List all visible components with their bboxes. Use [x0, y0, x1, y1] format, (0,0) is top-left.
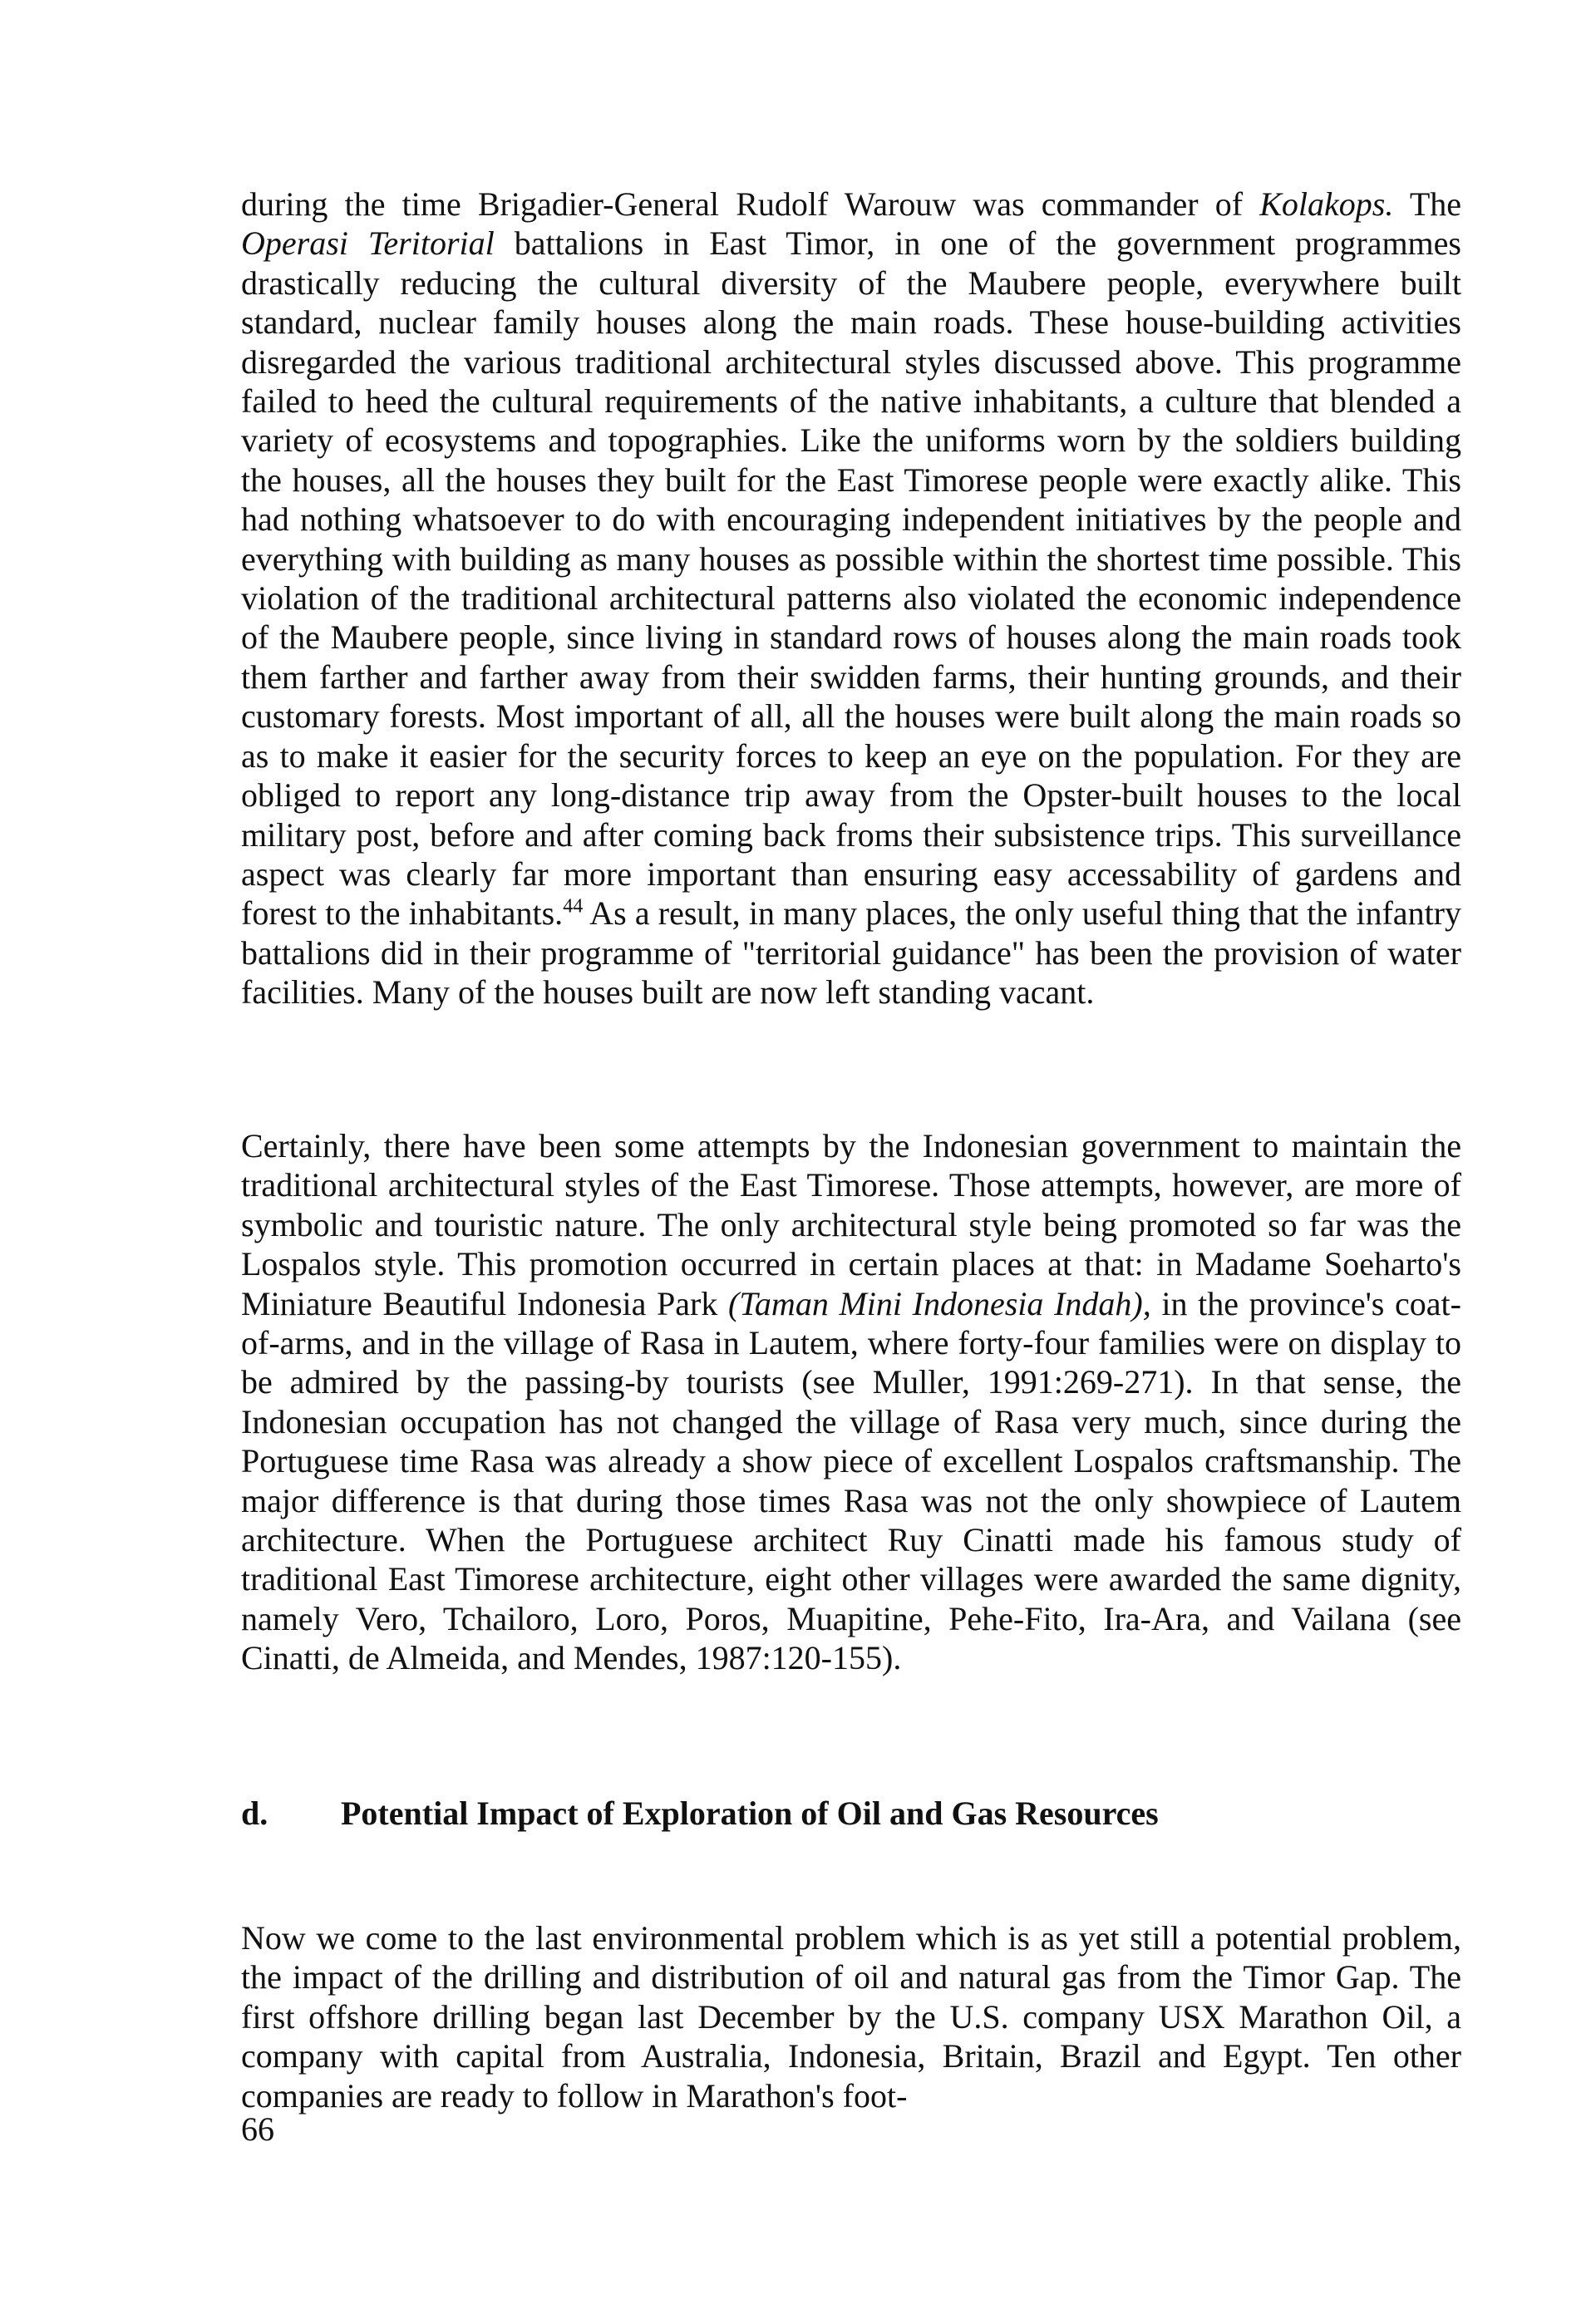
text-run: Now we come to the last environmental problem which is as yet still a potential problem, the impact of the drilling and distribution of oil and natural gas from the Timor Gap. The first offshore drilling began last December by the U.S. company USX Marathon Oil, a company with capital from Australia, Indonesia, Britain, Brazil and Egypt. Ten other companies are ready to follow in Marathon's foot- — [241, 1919, 1461, 2115]
page-number: 66 — [241, 2110, 274, 2148]
italic-text: Operasi Teritorial — [241, 224, 495, 263]
text-run: The — [1393, 185, 1462, 223]
section-heading — [241, 1794, 1159, 1833]
body-paragraph — [241, 185, 1461, 1012]
body-paragraph — [241, 1126, 1461, 1678]
text-run: in the province's coat-of-arms, and in the village of Rasa in Lautem, where forty-four families were on display to be admired by the passing-by tourists (see Muller, 1991:269-271). In that sense, the Indonesian occupation has not changed the village of Rasa very much, since during the Portuguese time Rasa was already a show piece of excellent Lospalos craftsmanship. The major difference is that during those times Rasa was not the only showpiece of Lautem architecture. When the Portuguese architect Ruy Cinatti made his famous study of traditional East Timorese architecture, eight other villages were awarded the same dignity, namely Vero, Tchailoro, Loro, Poros, Muapitine, Pehe-Fito, Ira-Ara, and Vailana (see Cinatti, de Almeida, and Mendes, 1987:120-155). — [241, 1284, 1461, 1677]
text-run: Certainly, there have been some attempts by the Indonesian government to maintain the traditional architectural styles of the East Timorese. Those attempts, however, are more of symbolic and touristic nature. The only architectural style being promoted so far was the Lospalos style. This promotion occurred in certain places at that: in Madame Soeharto's Miniature Beautiful Indonesia Park — [241, 1127, 1461, 1322]
text-run: battalions in East Timor, in one of the government programmes drastically reducing the cultural diversity of the Maubere people, everywhere built standard, nuclear family houses along the main roads. These house-building activities disregarded the various traditional architectural styles discussed above. This programme failed to heed the cultural requirements of the native inhabitants, a culture that blended a variety of ecosystems and topographies. Like the uniforms worn by the soldiers building the houses, all the houses they built for the East Timorese people were exactly alike. This had nothing whatsoever to do with encouraging independent initiatives by the people and everything with building as many houses as possible within the shortest time possible. This violation of the traditional architectural patterns also violated the economic independence of the Maubere people, since living in standard rows of houses along the main roads took them farther and farther away from their swidden farms, their hunting grounds, and their customary forests. Most important of all, all the houses were built along the main roads so as to make it easier for the security forces to keep an eye on the population. For they are obliged to report any long-distance trip away from the Opster-built houses to the local military post, before and after coming back froms their subsistence trips. This surveillance aspect was clearly far more important than ensuring easy accessability of gardens and forest to the inhabitants. — [241, 224, 1461, 933]
section-letter: d. — [241, 1795, 268, 1832]
section-title: Potential Impact of Exploration of Oil and Gas Resources — [341, 1795, 1159, 1832]
italic-text: Kolakops. — [1259, 185, 1394, 223]
text-run: during the time Brigadier-General Rudolf Warouw was commander of — [241, 185, 1260, 223]
body-paragraph — [241, 1918, 1461, 2115]
footnote-ref: 44 — [563, 895, 584, 918]
text-run: As a result, in many places, the only useful thing that the infantry battalions did in their programme of "territorial guidance" has been the provision of water facilities. Many of the houses built are now left standing vacant. — [241, 894, 1461, 1012]
italic-text: (Taman Mini Indonesia Indah), — [728, 1284, 1151, 1322]
